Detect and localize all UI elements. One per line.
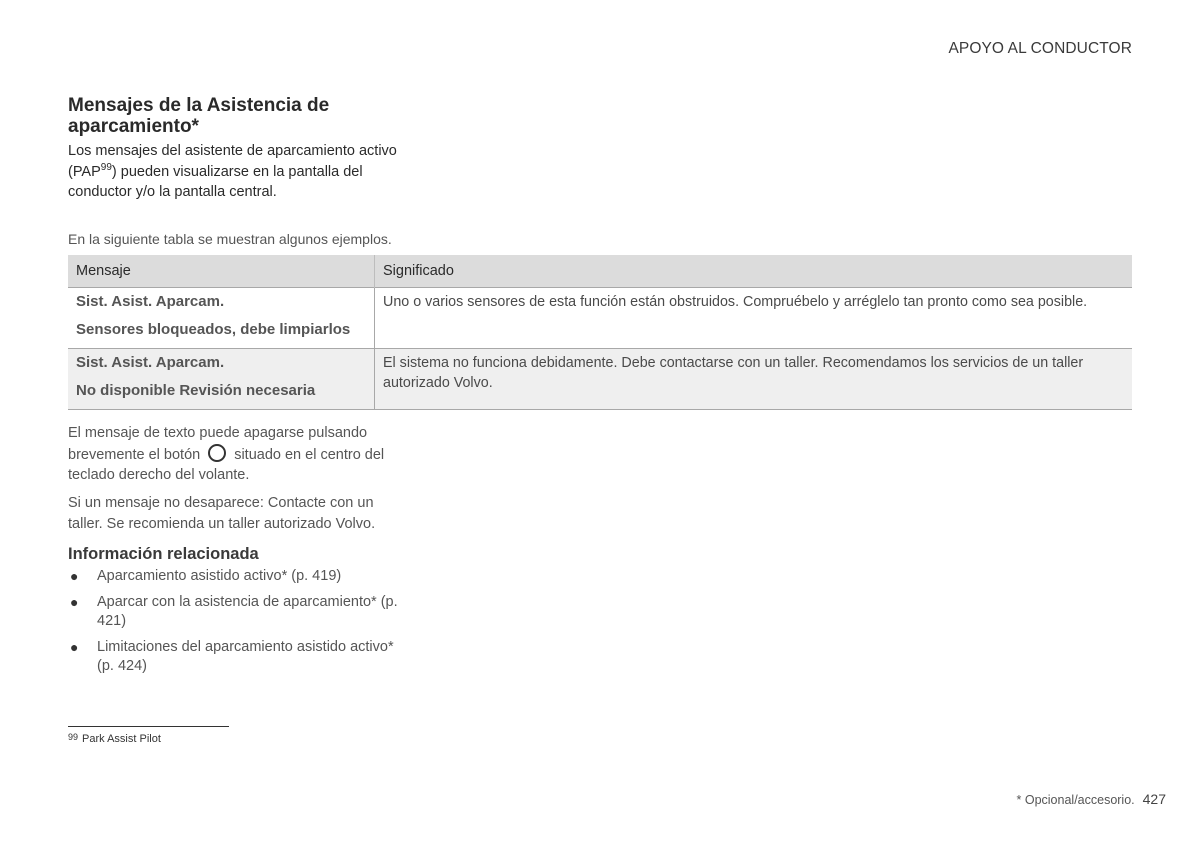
- footnote-number: 99: [68, 732, 79, 742]
- page-number: 427: [1142, 791, 1166, 807]
- message-line: No disponible Revisión necesaria: [76, 382, 316, 399]
- related-link-text[interactable]: Aparcar con la asistencia de aparcamiento* (p. 421): [97, 593, 398, 629]
- footnote-ref: 99: [100, 161, 112, 173]
- page-title: Mensajes de la Asistencia de aparcamiento*: [68, 95, 330, 137]
- messages-table: [68, 255, 1132, 410]
- intro-text-after: ) pueden visualizarse en la pantalla del conductor y/o la pantalla central.: [68, 163, 363, 200]
- table-row: [68, 349, 1132, 410]
- related-link-text[interactable]: Limitaciones del aparcamiento asistido activo* (p. 424): [97, 638, 394, 674]
- dismiss-text-before: El mensaje de texto puede apagarse pulsando brevemente el botón: [68, 425, 368, 463]
- related-heading: Información relacionada: [68, 545, 259, 563]
- message-cell: [68, 349, 375, 410]
- footnote: [68, 732, 161, 745]
- dismiss-paragraph: [68, 423, 398, 486]
- related-link-item[interactable]: [68, 638, 408, 677]
- table-row: [68, 288, 1132, 349]
- related-link-item[interactable]: [68, 593, 408, 632]
- table-header-row: [68, 255, 1132, 288]
- bullet-icon: ●: [70, 568, 79, 584]
- meaning-cell: El sistema no funciona debidamente. Debe contactarse con un taller. Recomendamos los servicios de un taller autorizado Volvo.: [375, 349, 1133, 410]
- message-line: Sensores bloqueados, debe limpiarlos: [76, 321, 351, 338]
- page-footer: [1017, 791, 1166, 807]
- message-cell: [68, 288, 375, 349]
- bullet-icon: ●: [70, 593, 79, 610]
- section-header: APOYO AL CONDUCTOR: [948, 40, 1132, 57]
- meaning-cell: Uno o varios sensores de esta función están obstruidos. Compruébelo y arréglelo tan pronto como sea posible.: [375, 288, 1133, 349]
- intro-paragraph: [68, 141, 408, 203]
- dismiss-text-after: situado en el centro del teclado derecho del volante.: [68, 446, 385, 483]
- bullet-icon: ●: [70, 638, 79, 655]
- footnote-text: Park Assist Pilot: [82, 733, 161, 745]
- persist-paragraph: Si un mensaje no desaparece: Contacte con un taller. Se recomienda un taller autorizado Volvo.: [68, 495, 376, 532]
- related-link-item[interactable]: [68, 567, 408, 587]
- table-intro: En la siguiente tabla se muestran algunos ejemplos.: [68, 231, 392, 247]
- footnote-divider: [68, 726, 229, 727]
- related-link-text[interactable]: Aparcamiento asistido activo* (p. 419): [97, 568, 342, 584]
- column-header-meaning: Significado: [375, 255, 1133, 288]
- related-list: [68, 567, 408, 683]
- message-line: Sist. Asist. Aparcam.: [76, 293, 225, 310]
- circle-button-icon: [208, 444, 226, 462]
- message-line: Sist. Asist. Aparcam.: [76, 354, 225, 371]
- intro-text-before: Los mensajes del asistente de aparcamiento activo (PAP: [68, 143, 397, 180]
- optional-note: * Opcional/accesorio.: [1016, 793, 1135, 807]
- column-header-message: Mensaje: [68, 255, 375, 288]
